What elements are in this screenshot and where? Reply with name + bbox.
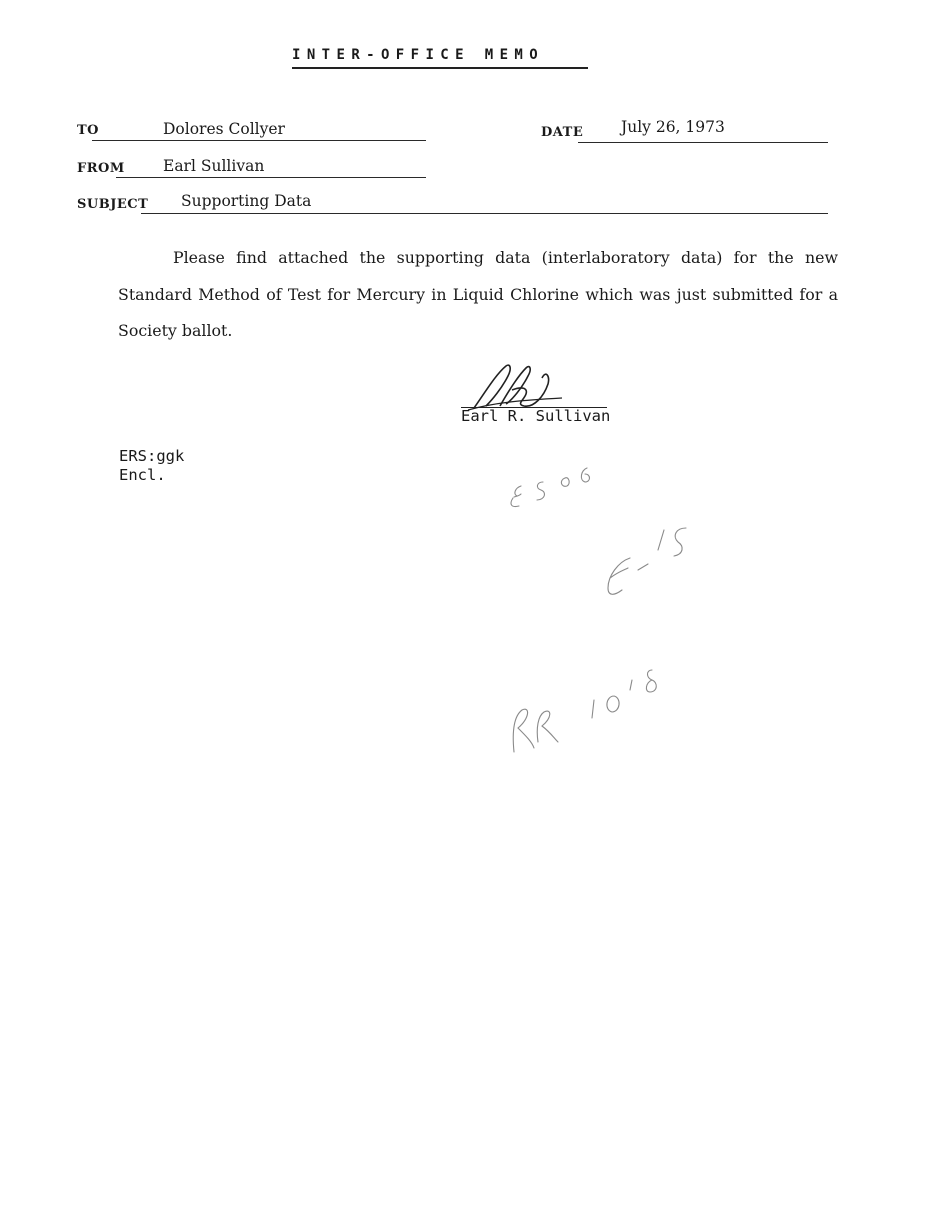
subject-label: SUBJECT: [77, 197, 149, 212]
date-rule: [578, 142, 828, 143]
to-label: TO: [77, 123, 99, 138]
typist-initials: ERS:ggk: [119, 447, 185, 465]
date-value: July 26, 1973: [621, 118, 725, 136]
subject-rule: [141, 213, 828, 214]
typed-signature-name: Earl R. Sullivan: [461, 407, 611, 425]
pencil-note-es06: [505, 460, 600, 515]
to-rule: [92, 140, 426, 141]
memo-title: INTER-OFFICE MEMO: [292, 47, 545, 63]
memo-title-underline: [292, 67, 588, 69]
pencil-note-e15: [600, 518, 700, 603]
subject-value: Supporting Data: [181, 192, 312, 210]
date-label: DATE: [541, 125, 584, 140]
body-paragraph: Please find attached the supporting data (interlaboratory data) for the new Standard Method of Test for Mercury in Liquid Chlorine which was just submitted for a Society ballot.: [118, 248, 838, 340]
enclosure-note: Encl.: [119, 466, 166, 484]
to-value: Dolores Collyer: [163, 120, 285, 138]
from-label: FROM: [77, 161, 125, 176]
pencil-note-rr1018: [500, 652, 670, 760]
from-value: Earl Sullivan: [163, 157, 265, 175]
handwritten-signature: [466, 360, 566, 412]
memo-body: [118, 240, 838, 350]
from-rule: [116, 177, 426, 178]
reference-initials: [119, 447, 184, 485]
